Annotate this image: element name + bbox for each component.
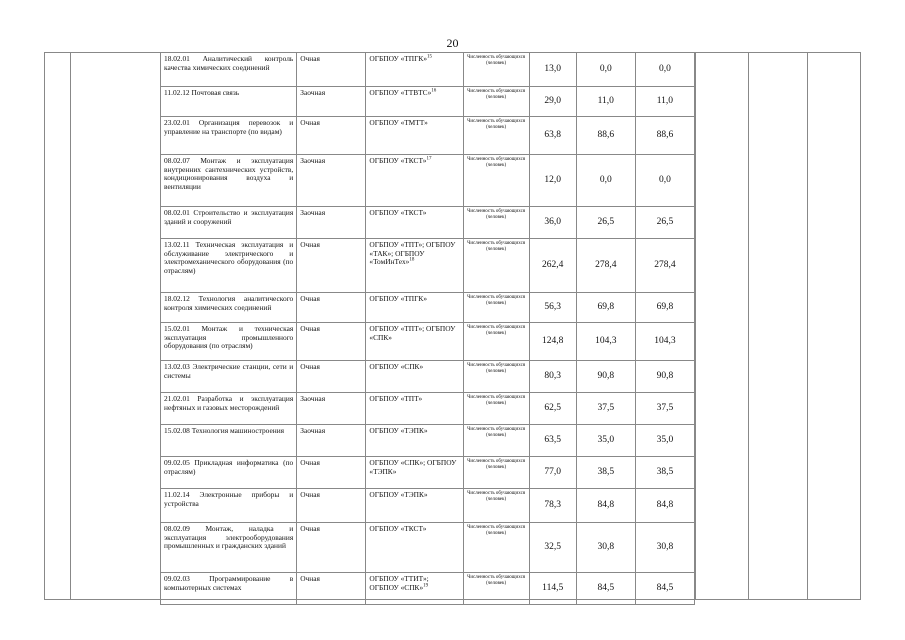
value-cell-2: 90,8 bbox=[576, 361, 635, 393]
indicator-cell: Численность обучающихся (человек) bbox=[463, 523, 529, 573]
footnote-ref: 16 bbox=[431, 88, 437, 94]
specialty-cell: 09.02.03 Программирование в компьютерных системах bbox=[161, 573, 297, 605]
value-cell-1: 32,5 bbox=[529, 523, 576, 573]
organization-name: ОГБПОУ «ТПГК» bbox=[369, 54, 428, 63]
organization-cell bbox=[366, 53, 463, 87]
specialty-cell: 23.02.01 Организация перевозок и управление на транспорте (по видам) bbox=[161, 117, 297, 155]
organization-name: ОГБПОУ «ТКСТ» bbox=[369, 524, 427, 533]
value-cell-2: 88,6 bbox=[576, 117, 635, 155]
value-cell-2: 0,0 bbox=[576, 155, 635, 207]
indicator-cell: Численность обучающихся (человек) bbox=[463, 117, 529, 155]
organization-name: ОГБПОУ «ТКСТ» bbox=[369, 156, 427, 165]
specialty-cell: 08.02.07 Монтаж и эксплуатация внутренних сантехнических устройств, кондиционирования воздуха и вентиляции bbox=[161, 155, 297, 207]
value-cell-3: 84,5 bbox=[635, 573, 694, 605]
organization-name: ОГБПОУ «СПК»; ОГБПОУ «ТЭПК» bbox=[369, 458, 457, 476]
table-row bbox=[161, 53, 695, 87]
footnote-ref: 18 bbox=[409, 257, 415, 263]
value-cell-2: 84,8 bbox=[576, 489, 635, 523]
organization-cell bbox=[366, 239, 463, 293]
organization-cell bbox=[366, 293, 463, 323]
table-row bbox=[161, 323, 695, 361]
study-form-cell: Заочная bbox=[297, 425, 366, 457]
footnote-ref: 17 bbox=[426, 156, 432, 162]
value-cell-3: 69,8 bbox=[635, 293, 694, 323]
value-cell-1: 77,0 bbox=[529, 457, 576, 489]
organization-cell bbox=[366, 573, 463, 605]
indicator-cell: Численность обучающихся (человек) bbox=[463, 573, 529, 605]
study-form-cell: Очная bbox=[297, 573, 366, 605]
study-form-cell: Очная bbox=[297, 53, 366, 87]
organization-cell bbox=[366, 425, 463, 457]
value-cell-2: 37,5 bbox=[576, 393, 635, 425]
table-row bbox=[161, 117, 695, 155]
indicator-cell: Численность обучающихся (человек) bbox=[463, 207, 529, 239]
organization-name: ОГБПОУ «ТЭПК» bbox=[369, 426, 428, 435]
value-cell-1: 114,5 bbox=[529, 573, 576, 605]
table-row bbox=[161, 425, 695, 457]
column-divider bbox=[70, 52, 71, 600]
page-number: 20 bbox=[446, 36, 459, 50]
organization-name: ОГБПОУ «ТТИТ»; ОГБПОУ «СПК» bbox=[369, 574, 429, 592]
table-row bbox=[161, 155, 695, 207]
indicator-cell: Численность обучающихся (человек) bbox=[463, 425, 529, 457]
organization-cell bbox=[366, 117, 463, 155]
organization-cell bbox=[366, 361, 463, 393]
specialty-cell: 15.02.01 Монтаж и техническая эксплуатация промышленного оборудования (по отраслям) bbox=[161, 323, 297, 361]
table-row bbox=[161, 361, 695, 393]
indicator-cell: Численность обучающихся (человек) bbox=[463, 457, 529, 489]
study-form-cell: Очная bbox=[297, 323, 366, 361]
value-cell-2: 104,3 bbox=[576, 323, 635, 361]
value-cell-1: 63,8 bbox=[529, 117, 576, 155]
indicator-cell: Численность обучающихся (человек) bbox=[463, 361, 529, 393]
column-divider bbox=[807, 52, 808, 600]
value-cell-3: 11,0 bbox=[635, 87, 694, 117]
value-cell-1: 63,5 bbox=[529, 425, 576, 457]
indicator-cell: Численность обучающихся (человек) bbox=[463, 489, 529, 523]
organization-name: ОГБПОУ «СПК» bbox=[369, 362, 424, 371]
study-form-cell: Очная bbox=[297, 361, 366, 393]
value-cell-3: 26,5 bbox=[635, 207, 694, 239]
value-cell-1: 124,8 bbox=[529, 323, 576, 361]
value-cell-2: 38,5 bbox=[576, 457, 635, 489]
value-cell-3: 38,5 bbox=[635, 457, 694, 489]
indicator-cell: Численность обучающихся (человек) bbox=[463, 323, 529, 361]
indicator-cell: Численность обучающихся (человек) bbox=[463, 53, 529, 87]
value-cell-1: 80,3 bbox=[529, 361, 576, 393]
specialty-cell: 08.02.09 Монтаж, наладка и эксплуатация электрооборудования промышленных и гражданских зданий bbox=[161, 523, 297, 573]
value-cell-1: 29,0 bbox=[529, 87, 576, 117]
table-row bbox=[161, 393, 695, 425]
organization-name: ОГБПОУ «ТЭПК» bbox=[369, 490, 428, 499]
organization-cell bbox=[366, 523, 463, 573]
table-row bbox=[161, 207, 695, 239]
study-form-cell: Заочная bbox=[297, 393, 366, 425]
organization-name: ОГБПОУ «ТТВТС» bbox=[369, 88, 432, 97]
organization-cell bbox=[366, 87, 463, 117]
program-table bbox=[160, 52, 695, 605]
value-cell-2: 0,0 bbox=[576, 53, 635, 87]
specialty-cell: 09.02.05 Прикладная информатика (по отраслям) bbox=[161, 457, 297, 489]
value-cell-3: 30,8 bbox=[635, 523, 694, 573]
value-cell-1: 62,5 bbox=[529, 393, 576, 425]
value-cell-3: 84,8 bbox=[635, 489, 694, 523]
organization-cell bbox=[366, 489, 463, 523]
value-cell-2: 84,5 bbox=[576, 573, 635, 605]
indicator-cell: Численность обучающихся (человек) bbox=[463, 393, 529, 425]
organization-cell bbox=[366, 393, 463, 425]
organization-name: ОГБПОУ «ТПТ»; ОГБПОУ «СПК» bbox=[369, 324, 456, 342]
specialty-cell: 11.02.12 Почтовая связь bbox=[161, 87, 297, 117]
column-divider bbox=[748, 52, 749, 600]
value-cell-3: 88,6 bbox=[635, 117, 694, 155]
value-cell-1: 13,0 bbox=[529, 53, 576, 87]
value-cell-1: 262,4 bbox=[529, 239, 576, 293]
value-cell-3: 90,8 bbox=[635, 361, 694, 393]
organization-name: ОГБПОУ «ТКСТ» bbox=[369, 208, 427, 217]
study-form-cell: Заочная bbox=[297, 155, 366, 207]
value-cell-2: 35,0 bbox=[576, 425, 635, 457]
table-row bbox=[161, 523, 695, 573]
organization-name: ОГБПОУ «ТПТ»; ОГБПОУ «ТАК»; ОГБПОУ «ТомИнТех» bbox=[369, 240, 456, 267]
organization-name: ОГБПОУ «ТПТ» bbox=[369, 394, 423, 403]
specialty-cell: 08.02.01 Строительство и эксплуатация зданий и сооружений bbox=[161, 207, 297, 239]
organization-cell bbox=[366, 155, 463, 207]
study-form-cell: Заочная bbox=[297, 207, 366, 239]
study-form-cell: Очная bbox=[297, 523, 366, 573]
value-cell-3: 104,3 bbox=[635, 323, 694, 361]
specialty-cell: 13.02.03 Электрические станции, сети и системы bbox=[161, 361, 297, 393]
table-row bbox=[161, 87, 695, 117]
value-cell-3: 278,4 bbox=[635, 239, 694, 293]
value-cell-1: 78,3 bbox=[529, 489, 576, 523]
study-form-cell: Очная bbox=[297, 293, 366, 323]
value-cell-3: 0,0 bbox=[635, 155, 694, 207]
footnote-ref: 19 bbox=[423, 583, 429, 589]
specialty-cell: 21.02.01 Разработка и эксплуатация нефтяных и газовых месторождений bbox=[161, 393, 297, 425]
table-row bbox=[161, 293, 695, 323]
organization-cell bbox=[366, 323, 463, 361]
value-cell-2: 11,0 bbox=[576, 87, 635, 117]
indicator-cell: Численность обучающихся (человек) bbox=[463, 155, 529, 207]
specialty-cell: 11.02.14 Электронные приборы и устройства bbox=[161, 489, 297, 523]
indicator-cell: Численность обучающихся (человек) bbox=[463, 293, 529, 323]
footnote-ref: 15 bbox=[427, 54, 433, 60]
indicator-cell: Численность обучающихся (человек) bbox=[463, 87, 529, 117]
table-row bbox=[161, 239, 695, 293]
study-form-cell: Заочная bbox=[297, 87, 366, 117]
indicator-cell: Численность обучающихся (человек) bbox=[463, 239, 529, 293]
value-cell-3: 35,0 bbox=[635, 425, 694, 457]
specialty-cell: 13.02.11 Техническая эксплуатация и обслуживание электрического и электромеханического оборудования (по отраслям) bbox=[161, 239, 297, 293]
study-form-cell: Очная bbox=[297, 489, 366, 523]
value-cell-2: 278,4 bbox=[576, 239, 635, 293]
specialty-cell: 15.02.08 Технология машиностроения bbox=[161, 425, 297, 457]
value-cell-1: 56,3 bbox=[529, 293, 576, 323]
study-form-cell: Очная bbox=[297, 117, 366, 155]
value-cell-1: 36,0 bbox=[529, 207, 576, 239]
table-row bbox=[161, 489, 695, 523]
specialty-cell: 18.02.12 Технология аналитического контроля химических соединений bbox=[161, 293, 297, 323]
value-cell-2: 69,8 bbox=[576, 293, 635, 323]
value-cell-1: 12,0 bbox=[529, 155, 576, 207]
value-cell-3: 0,0 bbox=[635, 53, 694, 87]
organization-cell bbox=[366, 457, 463, 489]
organization-name: ОГБПОУ «ТПГК» bbox=[369, 294, 428, 303]
table-row bbox=[161, 457, 695, 489]
value-cell-2: 26,5 bbox=[576, 207, 635, 239]
value-cell-2: 30,8 bbox=[576, 523, 635, 573]
value-cell-3: 37,5 bbox=[635, 393, 694, 425]
specialty-cell: 18.02.01 Аналитический контроль качества химических соединений bbox=[161, 53, 297, 87]
organization-cell bbox=[366, 207, 463, 239]
table-row bbox=[161, 573, 695, 605]
study-form-cell: Очная bbox=[297, 239, 366, 293]
column-divider bbox=[695, 52, 696, 600]
study-form-cell: Очная bbox=[297, 457, 366, 489]
organization-name: ОГБПОУ «ТМТТ» bbox=[369, 118, 428, 127]
